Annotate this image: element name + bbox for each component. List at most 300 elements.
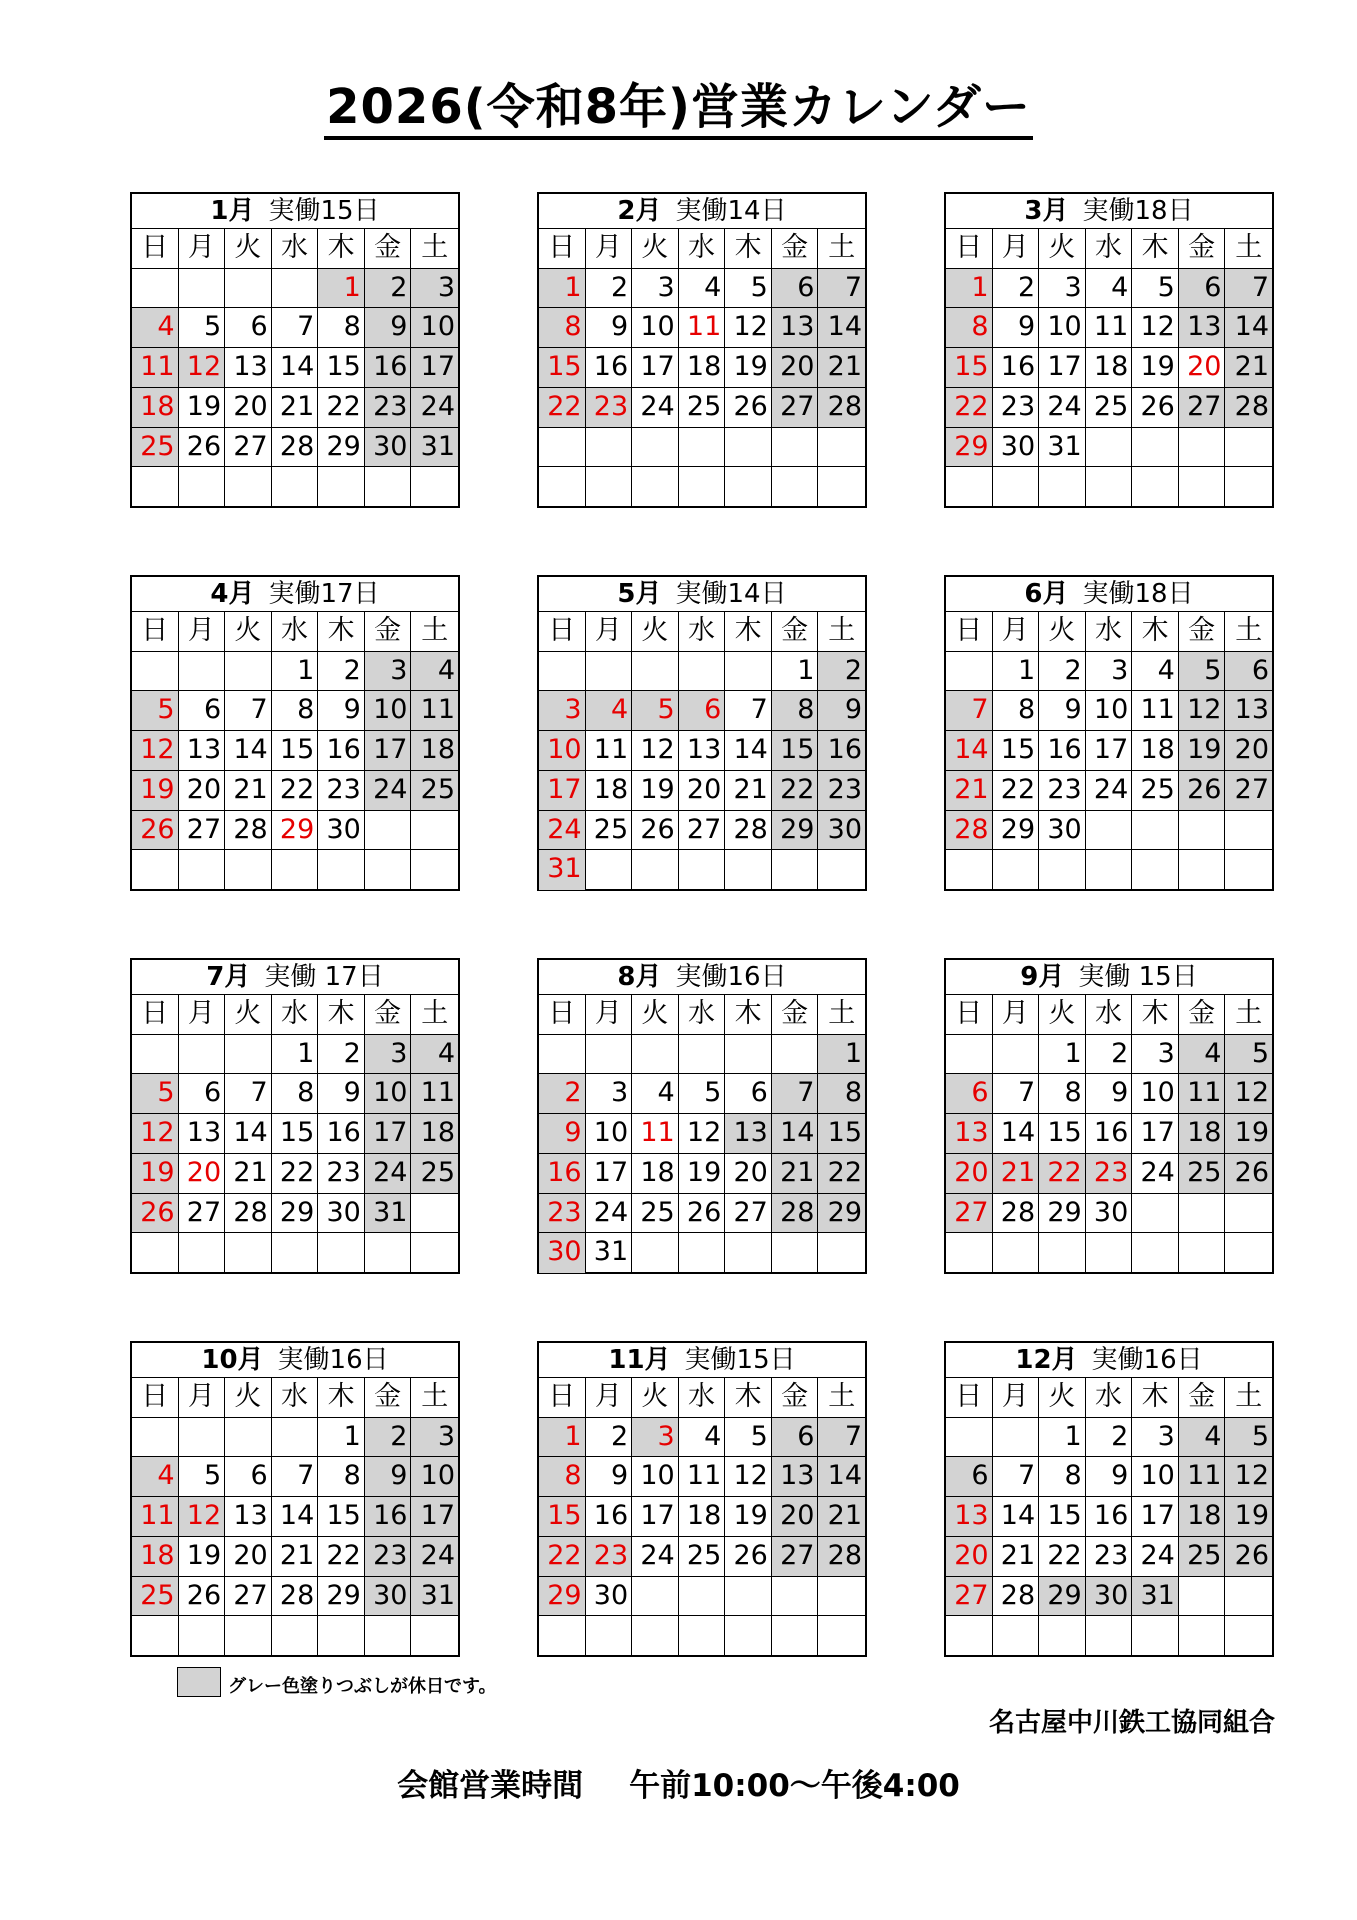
day-cell: 15	[818, 1114, 865, 1154]
empty-cell	[632, 850, 679, 890]
day-cell: 11	[586, 731, 633, 771]
weekday-header: 火	[632, 995, 679, 1035]
weekday-header: 火	[225, 1378, 272, 1418]
day-grid	[946, 995, 1272, 1273]
day-cell: 6	[1179, 269, 1226, 309]
day-cell: 13	[179, 731, 226, 771]
empty-cell	[1225, 1577, 1272, 1617]
day-cell: 3	[632, 269, 679, 309]
day-cell: 19	[1179, 731, 1226, 771]
day-cell: 9	[1039, 691, 1086, 731]
weekday-header: 金	[365, 995, 412, 1035]
empty-cell	[632, 1233, 679, 1273]
day-cell: 17	[411, 1497, 458, 1537]
empty-cell	[772, 850, 819, 890]
day-cell: 4	[586, 691, 633, 731]
day-cell: 29	[1039, 1194, 1086, 1234]
weekday-header: 水	[679, 612, 726, 652]
day-cell: 16	[365, 348, 412, 388]
weekday-header: 土	[818, 612, 865, 652]
day-cell: 7	[818, 269, 865, 309]
weekday-header: 金	[1179, 995, 1226, 1035]
day-cell: 18	[411, 731, 458, 771]
day-cell: 20	[679, 771, 726, 811]
day-cell: 8	[272, 691, 319, 731]
day-cell: 12	[1225, 1457, 1272, 1497]
day-cell: 3	[632, 1418, 679, 1458]
day-cell: 23	[365, 388, 412, 428]
day-cell: 10	[586, 1114, 633, 1154]
day-cell: 9	[318, 691, 365, 731]
weekday-header: 火	[225, 229, 272, 269]
day-cell: 28	[1225, 388, 1272, 428]
empty-cell	[179, 1233, 226, 1273]
day-cell: 7	[772, 1074, 819, 1114]
month-name: 1月	[210, 196, 255, 226]
weekday-header: 水	[679, 995, 726, 1035]
day-cell: 16	[365, 1497, 412, 1537]
empty-cell	[946, 1418, 993, 1458]
day-cell: 4	[132, 308, 179, 348]
day-cell: 14	[818, 308, 865, 348]
day-cell: 2	[586, 1418, 633, 1458]
day-cell: 24	[1132, 1154, 1179, 1194]
working-days: 実働14日	[675, 196, 787, 226]
empty-cell	[1039, 850, 1086, 890]
day-cell: 6	[179, 1074, 226, 1114]
day-cell: 19	[1132, 348, 1179, 388]
empty-cell	[179, 1616, 226, 1656]
month-calendar	[537, 192, 867, 508]
day-cell: 22	[772, 771, 819, 811]
empty-cell	[679, 1035, 726, 1075]
day-cell: 23	[993, 388, 1040, 428]
empty-cell	[411, 1194, 458, 1234]
day-cell: 8	[1039, 1457, 1086, 1497]
day-cell: 11	[1086, 308, 1133, 348]
month-header	[132, 1343, 458, 1378]
working-days: 実働18日	[1082, 579, 1194, 609]
working-days: 実働16日	[277, 1345, 389, 1375]
empty-cell	[1132, 467, 1179, 507]
weekday-header: 日	[946, 1378, 993, 1418]
day-cell: 18	[1179, 1114, 1226, 1154]
day-cell: 25	[632, 1194, 679, 1234]
weekday-header: 日	[132, 612, 179, 652]
month-header	[132, 194, 458, 229]
empty-cell	[1225, 1194, 1272, 1234]
day-cell: 15	[272, 731, 319, 771]
day-cell: 22	[1039, 1537, 1086, 1577]
day-cell: 20	[772, 348, 819, 388]
day-grid	[946, 612, 1272, 890]
day-cell: 28	[993, 1194, 1040, 1234]
weekday-header: 日	[132, 229, 179, 269]
day-cell: 11	[679, 308, 726, 348]
day-cell: 27	[179, 1194, 226, 1234]
weekday-header: 土	[1225, 1378, 1272, 1418]
day-cell: 30	[818, 811, 865, 851]
empty-cell	[539, 1035, 586, 1075]
day-cell: 22	[1039, 1154, 1086, 1194]
weekday-header: 火	[1039, 612, 1086, 652]
day-cell: 23	[318, 771, 365, 811]
day-cell: 2	[586, 269, 633, 309]
weekday-header: 火	[1039, 995, 1086, 1035]
day-cell: 1	[272, 1035, 319, 1075]
day-cell: 18	[1086, 348, 1133, 388]
day-cell: 1	[539, 269, 586, 309]
day-cell: 9	[586, 308, 633, 348]
weekday-header: 土	[1225, 229, 1272, 269]
day-cell: 15	[539, 348, 586, 388]
empty-cell	[993, 1616, 1040, 1656]
day-cell: 30	[365, 1577, 412, 1617]
empty-cell	[993, 1233, 1040, 1273]
day-cell: 31	[1039, 428, 1086, 468]
weekday-header: 土	[411, 995, 458, 1035]
day-cell: 23	[1086, 1154, 1133, 1194]
day-cell: 2	[365, 269, 412, 309]
day-cell: 20	[946, 1537, 993, 1577]
empty-cell	[725, 428, 772, 468]
empty-cell	[632, 428, 679, 468]
empty-cell	[725, 467, 772, 507]
day-cell: 19	[179, 1537, 226, 1577]
day-cell: 3	[365, 652, 412, 692]
day-cell: 3	[539, 691, 586, 731]
day-cell: 21	[725, 771, 772, 811]
day-cell: 9	[586, 1457, 633, 1497]
empty-cell	[632, 1577, 679, 1617]
day-cell: 8	[993, 691, 1040, 731]
day-cell: 11	[1132, 691, 1179, 731]
day-cell: 14	[725, 731, 772, 771]
day-cell: 16	[1086, 1114, 1133, 1154]
day-cell: 4	[411, 652, 458, 692]
day-cell: 1	[1039, 1418, 1086, 1458]
day-cell: 1	[272, 652, 319, 692]
working-days: 実働16日	[1091, 1345, 1203, 1375]
day-cell: 12	[1132, 308, 1179, 348]
weekday-header: 日	[946, 612, 993, 652]
empty-cell	[818, 1577, 865, 1617]
day-cell: 30	[586, 1577, 633, 1617]
day-cell: 24	[365, 771, 412, 811]
day-cell: 29	[772, 811, 819, 851]
weekday-header: 金	[772, 612, 819, 652]
weekday-header: 土	[411, 612, 458, 652]
day-cell: 16	[586, 348, 633, 388]
day-cell: 24	[411, 1537, 458, 1577]
day-cell: 11	[632, 1114, 679, 1154]
day-cell: 3	[365, 1035, 412, 1075]
empty-cell	[1225, 467, 1272, 507]
day-cell: 7	[225, 1074, 272, 1114]
day-cell: 2	[318, 1035, 365, 1075]
day-cell: 21	[946, 771, 993, 811]
empty-cell	[946, 467, 993, 507]
empty-cell	[772, 467, 819, 507]
weekday-header: 月	[586, 995, 633, 1035]
day-grid	[132, 229, 458, 507]
weekday-header: 土	[818, 995, 865, 1035]
empty-cell	[1039, 467, 1086, 507]
day-cell: 24	[411, 388, 458, 428]
day-cell: 1	[318, 269, 365, 309]
empty-cell	[225, 1233, 272, 1273]
day-cell: 12	[725, 308, 772, 348]
empty-cell	[679, 428, 726, 468]
day-grid	[132, 995, 458, 1273]
day-cell: 6	[679, 691, 726, 731]
working-days: 実働18日	[1082, 196, 1194, 226]
empty-cell	[318, 850, 365, 890]
day-cell: 2	[993, 269, 1040, 309]
business-hours	[0, 1760, 1357, 1805]
day-cell: 12	[679, 1114, 726, 1154]
day-cell: 2	[539, 1074, 586, 1114]
day-cell: 3	[1086, 652, 1133, 692]
empty-cell	[772, 1616, 819, 1656]
day-cell: 2	[318, 652, 365, 692]
empty-cell	[1086, 1233, 1133, 1273]
empty-cell	[365, 1616, 412, 1656]
month-calendar	[537, 958, 867, 1274]
day-cell: 10	[1039, 308, 1086, 348]
weekday-header: 火	[225, 995, 272, 1035]
day-cell: 6	[946, 1457, 993, 1497]
day-cell: 19	[132, 1154, 179, 1194]
empty-cell	[318, 467, 365, 507]
empty-cell	[1132, 1194, 1179, 1234]
day-cell: 23	[318, 1154, 365, 1194]
day-cell: 26	[132, 811, 179, 851]
weekday-header: 木	[1132, 995, 1179, 1035]
day-cell: 2	[1039, 652, 1086, 692]
day-grid	[539, 1378, 865, 1656]
weekday-header: 日	[132, 1378, 179, 1418]
weekday-header: 火	[632, 229, 679, 269]
empty-cell	[946, 652, 993, 692]
day-cell: 27	[225, 1577, 272, 1617]
day-cell: 26	[132, 1194, 179, 1234]
month-calendar	[944, 192, 1274, 508]
day-cell: 22	[318, 1537, 365, 1577]
weekday-header: 木	[318, 612, 365, 652]
day-cell: 1	[539, 1418, 586, 1458]
day-cell: 18	[132, 388, 179, 428]
day-grid	[539, 995, 865, 1273]
day-cell: 20	[946, 1154, 993, 1194]
day-cell: 13	[1225, 691, 1272, 731]
empty-cell	[772, 1577, 819, 1617]
empty-cell	[365, 811, 412, 851]
day-cell: 13	[772, 1457, 819, 1497]
day-grid	[132, 1378, 458, 1656]
empty-cell	[946, 1616, 993, 1656]
day-cell: 18	[1179, 1497, 1226, 1537]
day-cell: 14	[225, 1114, 272, 1154]
day-cell: 26	[1132, 388, 1179, 428]
day-cell: 1	[772, 652, 819, 692]
empty-cell	[725, 652, 772, 692]
empty-cell	[772, 1233, 819, 1273]
day-cell: 28	[725, 811, 772, 851]
day-cell: 16	[818, 731, 865, 771]
empty-cell	[772, 1035, 819, 1075]
day-cell: 6	[772, 269, 819, 309]
day-cell: 22	[272, 771, 319, 811]
day-cell: 15	[318, 348, 365, 388]
empty-cell	[179, 467, 226, 507]
empty-cell	[586, 1616, 633, 1656]
day-cell: 13	[679, 731, 726, 771]
empty-cell	[132, 1418, 179, 1458]
day-cell: 25	[1132, 771, 1179, 811]
day-cell: 24	[632, 1537, 679, 1577]
weekday-header: 月	[586, 612, 633, 652]
day-cell: 15	[318, 1497, 365, 1537]
empty-cell	[632, 467, 679, 507]
empty-cell	[632, 652, 679, 692]
day-cell: 14	[818, 1457, 865, 1497]
empty-cell	[272, 269, 319, 309]
day-cell: 31	[539, 850, 586, 890]
empty-cell	[411, 467, 458, 507]
day-cell: 29	[1039, 1577, 1086, 1617]
day-cell: 10	[365, 691, 412, 731]
day-cell: 12	[179, 1497, 226, 1537]
day-cell: 27	[1225, 771, 1272, 811]
empty-cell	[411, 1616, 458, 1656]
empty-cell	[1225, 1233, 1272, 1273]
empty-cell	[586, 850, 633, 890]
day-cell: 4	[411, 1035, 458, 1075]
day-cell: 27	[946, 1194, 993, 1234]
day-cell: 20	[225, 388, 272, 428]
day-cell: 12	[132, 731, 179, 771]
day-cell: 17	[539, 771, 586, 811]
day-cell: 26	[179, 1577, 226, 1617]
month-header	[946, 577, 1272, 612]
weekday-header: 水	[272, 995, 319, 1035]
day-cell: 21	[225, 771, 272, 811]
empty-cell	[725, 1577, 772, 1617]
weekday-header: 月	[993, 1378, 1040, 1418]
empty-cell	[946, 1233, 993, 1273]
month-calendar	[130, 1341, 460, 1657]
day-cell: 10	[632, 1457, 679, 1497]
day-cell: 26	[1225, 1154, 1272, 1194]
day-cell: 25	[679, 1537, 726, 1577]
day-cell: 21	[772, 1154, 819, 1194]
weekday-header: 日	[132, 995, 179, 1035]
day-cell: 30	[539, 1233, 586, 1273]
day-cell: 25	[1086, 388, 1133, 428]
day-cell: 14	[993, 1497, 1040, 1537]
day-cell: 5	[1225, 1035, 1272, 1075]
empty-cell	[132, 1035, 179, 1075]
day-cell: 12	[632, 731, 679, 771]
day-cell: 30	[318, 811, 365, 851]
empty-cell	[1039, 1616, 1086, 1656]
day-cell: 7	[993, 1457, 1040, 1497]
day-cell: 25	[586, 811, 633, 851]
weekday-header: 金	[772, 1378, 819, 1418]
day-cell: 10	[411, 308, 458, 348]
day-cell: 12	[132, 1114, 179, 1154]
day-cell: 14	[1225, 308, 1272, 348]
day-cell: 26	[725, 388, 772, 428]
day-cell: 27	[225, 428, 272, 468]
empty-cell	[679, 850, 726, 890]
day-cell: 24	[1039, 388, 1086, 428]
day-cell: 17	[1132, 1497, 1179, 1537]
empty-cell	[539, 467, 586, 507]
empty-cell	[1225, 428, 1272, 468]
day-cell: 8	[272, 1074, 319, 1114]
day-cell: 16	[318, 731, 365, 771]
day-cell: 2	[818, 652, 865, 692]
empty-cell	[1179, 1577, 1226, 1617]
day-cell: 3	[1132, 1035, 1179, 1075]
day-cell: 8	[818, 1074, 865, 1114]
empty-cell	[1132, 850, 1179, 890]
day-cell: 15	[772, 731, 819, 771]
month-name: 6月	[1024, 579, 1069, 609]
day-cell: 19	[1225, 1114, 1272, 1154]
month-name: 2月	[617, 196, 662, 226]
legend-text: グレー色塗りつぶしが休日です。	[228, 1676, 497, 1697]
weekday-header: 土	[1225, 995, 1272, 1035]
day-cell: 4	[1179, 1035, 1226, 1075]
day-cell: 28	[993, 1577, 1040, 1617]
day-cell: 27	[725, 1194, 772, 1234]
day-cell: 23	[1086, 1537, 1133, 1577]
empty-cell	[1086, 811, 1133, 851]
empty-cell	[179, 1035, 226, 1075]
day-cell: 19	[679, 1154, 726, 1194]
day-cell: 7	[993, 1074, 1040, 1114]
day-cell: 15	[993, 731, 1040, 771]
day-cell: 30	[1086, 1577, 1133, 1617]
empty-cell	[225, 467, 272, 507]
empty-cell	[1179, 811, 1226, 851]
day-cell: 21	[1225, 348, 1272, 388]
day-cell: 6	[179, 691, 226, 731]
day-cell: 26	[179, 428, 226, 468]
weekday-header: 木	[725, 1378, 772, 1418]
day-cell: 17	[586, 1154, 633, 1194]
empty-cell	[1225, 811, 1272, 851]
day-cell: 9	[818, 691, 865, 731]
day-cell: 13	[946, 1114, 993, 1154]
weekday-header: 日	[539, 1378, 586, 1418]
day-cell: 7	[946, 691, 993, 731]
weekday-header: 木	[725, 229, 772, 269]
day-cell: 5	[1132, 269, 1179, 309]
empty-cell	[1132, 811, 1179, 851]
month-header	[539, 960, 865, 995]
month-name: 11月	[608, 1345, 671, 1375]
day-cell: 12	[179, 348, 226, 388]
weekday-header: 火	[225, 612, 272, 652]
empty-cell	[1039, 1233, 1086, 1273]
weekday-header: 木	[318, 995, 365, 1035]
day-cell: 24	[1086, 771, 1133, 811]
day-cell: 21	[225, 1154, 272, 1194]
